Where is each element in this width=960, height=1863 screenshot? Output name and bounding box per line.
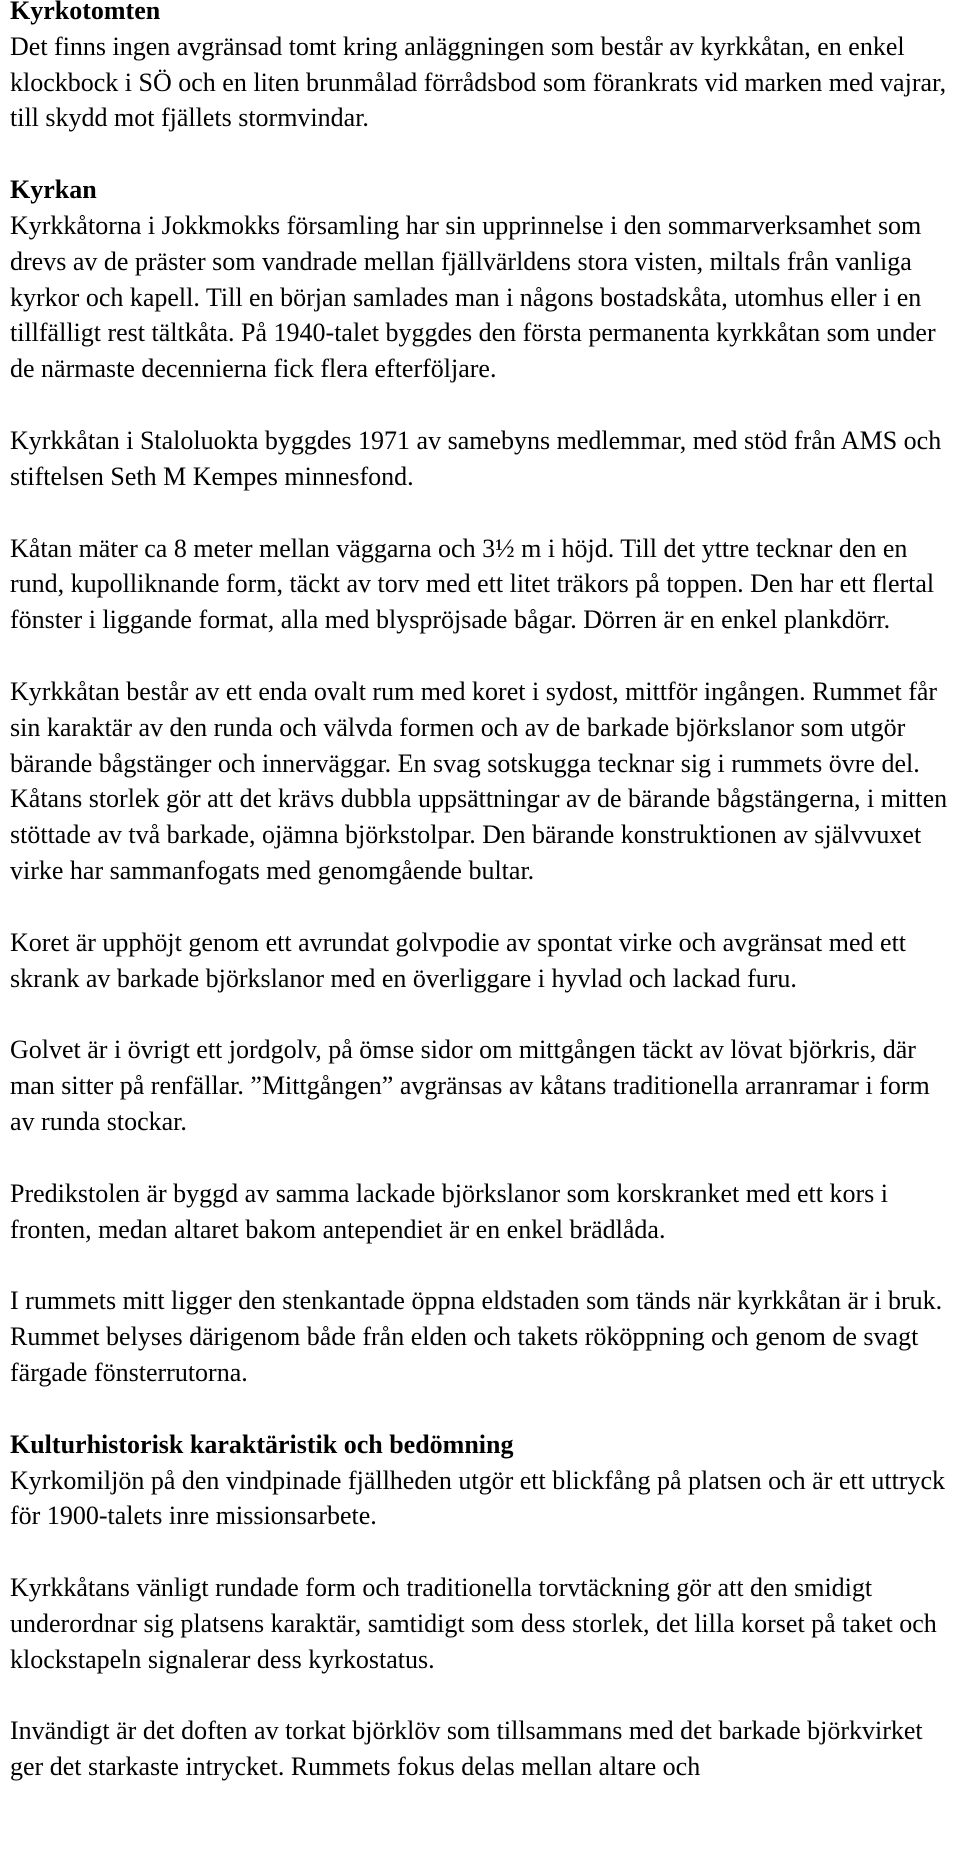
- section-heading: Kulturhistorisk karaktäristik och bedömning: [10, 1429, 514, 1459]
- paragraph: Kyrkkåtan består av ett enda ovalt rum med koret i sydost, mittför ingången. Rummet får sin karaktär av den runda och välvda formen och av de barkade björkslanor som utgör bärande bågstänger och innerväggar. En svag sotskugga tecknar sig i rummets övre del. Kåtans storlek gör att det krävs dubbla uppsättningar av de bärande bågstängerna, i mitten stöttade av två barkade, ojämna björkstolpar. Den bärande konstruktionen av självvuxet virke har sammanfogats med genomgående bultar.: [10, 676, 948, 885]
- paragraph: Kyrkkåtorna i Jokkmokks församling har sin upprinnelse i den sommarverksamhet som drevs av de präster som vandrade mellan fjällvärldens stora visten, miltals från vanliga kyrkor och kapell. Till en början samlades man i någons bostadskåta, utomhus eller i en tillfälligt rest tältkåta. På 1940-talet byggdes den första permanenta kyrkkåtan som under de närmaste decennierna fick flera efterföljare.: [10, 210, 936, 384]
- paragraph: Kyrkkåtans vänligt rundade form och traditionella torvtäckning gör att den smidigt underordnar sig platsens karaktär, samtidigt som dess storlek, det lilla korset på taket och klockstapeln signalerar dess kyrkostatus.: [10, 1573, 937, 1674]
- paragraph: Kyrkomiljön på den vindpinade fjällheden utgör ett blickfång på platsen och är ett uttryck för 1900-talets inre missionsarbete.: [10, 1465, 945, 1531]
- paragraph: Predikstolen är byggd av samma lackade björkslanor som korskranket med ett kors i fronten, medan altaret bakom antependiet är en enkel brädlåda.: [10, 1178, 889, 1244]
- paragraph: Kåtan mäter ca 8 meter mellan väggarna och 3½ m i höjd. Till det yttre tecknar den en rund, kupolliknande form, täckt av torv med ett litet träkors på toppen. Den har ett flertal fönster i liggande format, alla med blyspröjsade bågar. Dörren är en enkel plankdörr.: [10, 533, 935, 635]
- section-kulturhistorisk: [10, 1427, 950, 1785]
- section-heading: Kyrkan: [10, 175, 97, 205]
- paragraph: I rummets mitt ligger den stenkantade öppna eldstaden som tänds när kyrkkåtan är i bruk. Rummet belyses därigenom både från elden och takets rököppning och genom de svagt färgade fönsterrutorna.: [10, 1286, 943, 1387]
- section-heading: Kyrkotomten: [10, 0, 161, 25]
- paragraph: Kyrkkåtan i Staloluokta byggdes 1971 av samebyns medlemmar, med stöd från AMS och stiftelsen Seth M Kempes minnesfond.: [10, 425, 942, 491]
- section-kyrkotomten: [10, 0, 950, 136]
- paragraph: Invändigt är det doften av torkat björklöv som tillsammans med det barkade björkvirket ger det starkaste intrycket. Rummets fokus delas mellan altare och: [10, 1716, 923, 1782]
- paragraph: Det finns ingen avgränsad tomt kring anläggningen som består av kyrkkåtan, en enkel klockbock i SÖ och en liten brunmålad förrådsbod som förankrats vid marken med vajrar, till skydd mot fjällets stormvindar.: [10, 31, 947, 133]
- paragraph: Koret är upphöjt genom ett avrundat golvpodie av spontat virke och avgränsat med ett skrank av barkade björkslanor med en överliggare i hyvlad och lackad furu.: [10, 927, 907, 993]
- section-kyrkan: [10, 172, 950, 1391]
- document-page: [10, 0, 950, 1785]
- paragraph: Golvet är i övrigt ett jordgolv, på ömse sidor om mittgången täckt av lövat björkris, där man sitter på renfällar. ”Mittgången” avgränsas av kåtans traditionella arranramar i form av runda stockar.: [10, 1035, 930, 1136]
